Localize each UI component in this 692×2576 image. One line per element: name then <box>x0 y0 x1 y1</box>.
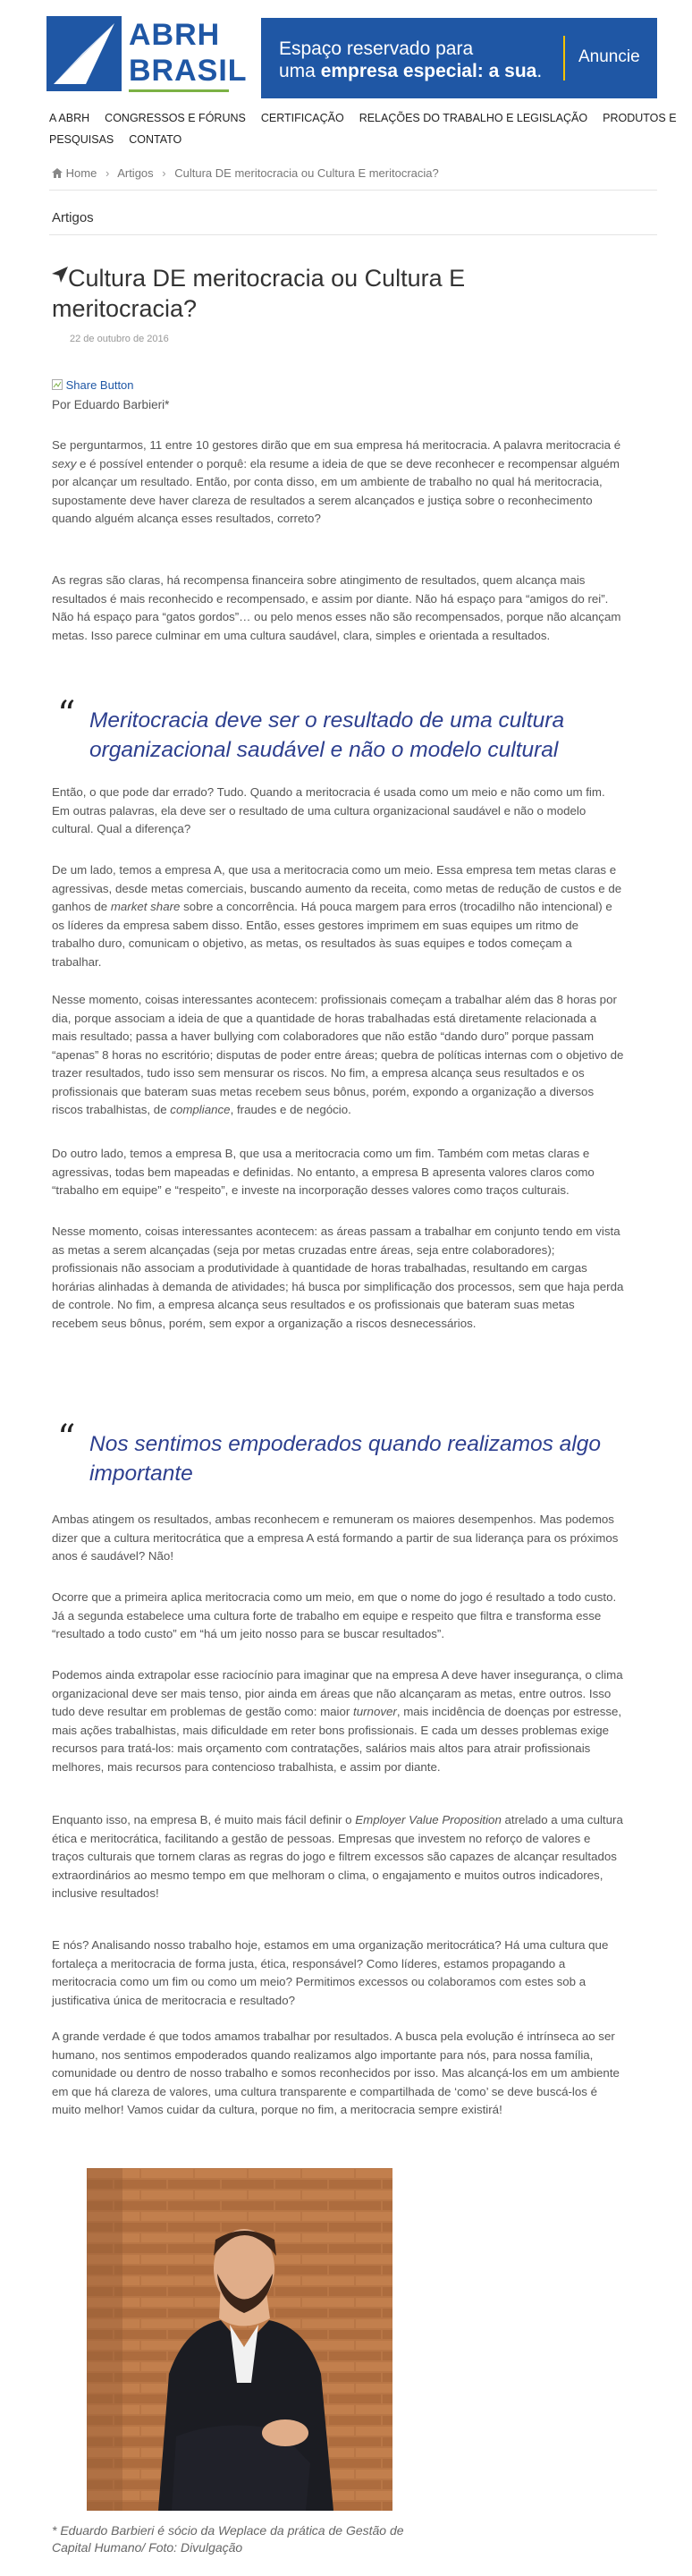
logo-mark-icon <box>46 16 122 91</box>
nav-item-certificacao[interactable]: CERTIFICAÇÃO <box>260 112 344 124</box>
p11-text-b: atrelado a uma cultura ética e meritocrática, facilitando a gestão de pessoas. Empresas que investem no reforço de valores e traços culturais que tornem claras as regras do jogo e filtrem excessos são capazes de alcançar resultados extraordinários ao mesmo tempo em que melhoram o clima, o engajamento e muitos outros indicadores, inclusive resultados! <box>52 1813 623 1900</box>
paragraph-8: Ambas atingem os resultados, ambas reconhecem e remuneram os maiores desempenhos. Mas podemos dizer que a cultura meritocrática que a empresa A está formando a partir de sua liderança para os próximos anos é saudável? Não! <box>52 1513 619 1563</box>
ad-banner[interactable] <box>261 18 657 98</box>
banner-line1: Espaço reservado para <box>279 38 474 59</box>
p1-text-a: Se perguntarmos, 11 entre 10 gestores dirão que em sua empresa há meritocracia. A palavra meritocracia é <box>52 438 621 452</box>
paragraph-6: Do outro lado, temos a empresa B, que usa a meritocracia como um fim. Também com metas claras e agressivas, todas bem mapeadas e definidas. No entanto, a empresa B apresenta valores claros como “trabalho em equipe” e “respeito”, e investe na incorporação desses valores como traços culturais. <box>52 1147 595 1197</box>
quote-icon: “ <box>57 694 76 735</box>
p1-text-b: e é possível entender o porquê: ela resume a ideia de que se deve reconhecer e recompensar alguém por alcançar um resultado. Então, por conta disso, em um ambiente de trabalho no qual há meritocracia, supostamente deve haver clareza de resultados a serem alcançados e justiça sobre o reconhecimento quando alguém alcança esses resultados, correto? <box>52 456 620 525</box>
p5-italic: compliance <box>170 1103 231 1116</box>
article-title <box>52 263 553 324</box>
paper-plane-icon <box>52 265 68 292</box>
logo-text-abrh: ABRH <box>129 18 221 52</box>
banner-line2-post: . <box>536 61 543 81</box>
paragraph-5 <box>52 991 624 1120</box>
nav-item-contato[interactable]: CONTATO <box>129 133 182 146</box>
paragraph-10 <box>52 1666 624 1776</box>
broken-image-icon <box>52 378 63 392</box>
chevron-right-icon: › <box>105 166 110 180</box>
divider <box>49 234 657 235</box>
breadcrumb <box>52 166 439 180</box>
paragraph-7: Nesse momento, coisas interessantes acontecem: as áreas passam a trabalhar em conjunto tendo em vista as metas a serem alcançadas (seja por metas cruzadas entre áreas, seja entre colaboradores); profissionais não associam a produtividade à quantidade de horas trabalhadas, resultando em cargas horárias alinhadas à demanda de atividades; há busca por simplificação dos processos, sem que haja perda de controle. No fim, a empresa alcança seus resultados e os profissionais que bateram suas metas recebem seus bônus, porém, sem expor a organização a riscos desnecessários. <box>52 1224 624 1330</box>
banner-text <box>279 38 542 82</box>
chevron-right-icon: › <box>162 166 166 180</box>
paragraph-1 <box>52 436 624 529</box>
home-icon[interactable] <box>52 166 63 180</box>
pull-quote-2-text: Nos sentimos empoderados quando realizamos algo importante <box>89 1432 601 1486</box>
p4-text-b: sobre a concorrência. Há pouca margem para erros (trocadilho não intencional) e os líderes da empresa sabem disso. Então, esses gestores imprimem em suas equipes um ritmo de trabalho duro, comunicam o objetivo, as metas, os resultados às suas equipes e todos começam a trabalhar. <box>52 900 612 969</box>
author-photo-illustration <box>87 2168 392 2511</box>
logo-text-brasil: BRASIL <box>129 54 248 88</box>
nav-item-abrh[interactable]: A ABRH <box>49 112 90 124</box>
banner-separator <box>563 36 565 80</box>
breadcrumb-current: Cultura DE meritocracia ou Cultura E meritocracia? <box>174 166 439 180</box>
divider <box>49 190 657 191</box>
nav-row-2 <box>49 133 197 146</box>
quote-icon: “ <box>57 1418 76 1459</box>
photo-caption: * Eduardo Barbieri é sócio da Weplace da prática de Gestão de Capital Humano/ Foto: Divulgação <box>52 2523 404 2555</box>
paragraph-12: E nós? Analisando nosso trabalho hoje, estamos em uma organização meritocrática? Há uma cultura que fortaleça a meritocracia de forma justa, ética, responsável? Como líderes, estamos propagando a meritocracia como um fim ou como um meio? Permitimos excessos ou colaboramos com estes sob a justificativa única de meritocracia e resultado? <box>52 1938 609 2007</box>
banner-line2-bold: empresa especial: a sua <box>320 61 537 81</box>
paragraph-11 <box>52 1811 624 1903</box>
p11-italic: Employer Value Proposition <box>355 1813 502 1826</box>
article-title-text: Cultura DE meritocracia ou Cultura E meritocracia? <box>52 265 466 322</box>
paragraph-3: Então, o que pode dar errado? Tudo. Quando a meritocracia é usada como um meio e não como um fim. Em outras palavras, ela deve ser o resultado de uma cultura organizacional saudável e não o modelo cultural. Qual a diferença? <box>52 785 605 835</box>
section-label: Artigos <box>52 210 94 225</box>
p4-italic: market share <box>110 900 181 913</box>
paragraph-2: As regras são claras, há recompensa financeira sobre atingimento de resultados, quem alcança mais resultados é mais reconhecido e recompensado, e assim por diante. Não há espaço para “amigos do rei”. Não há espaço para “gatos gordos”… ou pelo menos esses não são recompensados, porque não alcançam metas. Isso parece culminar em uma cultura saudável, clara, simples e orientada a resultados. <box>52 573 621 642</box>
nav-item-produtos[interactable]: PRODUTOS E <box>603 112 677 124</box>
author-photo <box>87 2168 392 2511</box>
article-date: 22 de outubro de 2016 <box>70 334 169 344</box>
abrh-logo[interactable] <box>46 16 248 97</box>
nav-row-1 <box>49 112 692 124</box>
paragraph-13: A grande verdade é que todos amamos trabalhar por resultados. A busca pela evolução é intrínseca ao ser humano, nos sentimos empoderados quando realizamos algo importante para nós, para nossa família, comunidade ou dentro de nosso trabalho e somos reconhecidos por isso. Mas alcançá-los em um ambiente em que há clareza de valores, uma cultura transparente e compartilhada de ‘como’ se deve buscá-los é muito melhor! Vamos cuidar da cultura, porque no fim, a meritocracia sempre existirá! <box>52 2029 620 2116</box>
site-header <box>0 0 657 100</box>
p5-text-a: Nesse momento, coisas interessantes acontecem: profissionais começam a trabalhar além das 8 horas por dia, porque associam a ideia de que a quantidade de horas trabalhadas está diretamente relacionada a mais resultado; passa a haver bullying com colaboradores que não estão “dando duro” porque passam “apenas” 8 horas no escritório; disputas de poder entre áreas; quebra de políticas internas com o objetivo de trazer resultados, tudo isso sem mensurar os riscos. No fim, a empresa alcança seus resultados e os profissionais que bateram suas metas recebem seus bônus, porém, expondo a organização a diversos riscos trabalhistas, de <box>52 993 624 1116</box>
pull-quote-1-text: Meritocracia deve ser o resultado de uma cultura organizacional saudável e não o modelo cultural <box>89 708 565 762</box>
banner-line2 <box>279 60 542 82</box>
pull-quote-2 <box>52 1418 606 1492</box>
nav-item-congressos[interactable]: CONGRESSOS E FÓRUNS <box>105 112 246 124</box>
p10-text-b: , mais incidência de doenças por estresse, mais ações trabalhistas, mais dificuldade em reter bons profissionais. E cada um desses problemas exige recursos para tratá-los: mais orçamento com contratações, salários mais altos para atrair profissionais melhores, mais recursos para contencioso trabalhista, e assim por diante. <box>52 1705 622 1774</box>
logo-underline <box>129 89 229 92</box>
pull-quote-1 <box>52 694 606 768</box>
banner-line2-pre: uma <box>279 61 321 81</box>
banner-cta[interactable]: Anuncie <box>578 47 640 66</box>
p10-italic: turnover <box>353 1705 397 1718</box>
p5-text-b: , fraudes e de negócio. <box>230 1103 351 1116</box>
nav-item-pesquisas[interactable]: PESQUISAS <box>49 133 114 146</box>
nav-item-relacoes[interactable]: RELAÇÕES DO TRABALHO E LEGISLAÇÃO <box>359 112 588 124</box>
paragraph-9: Ocorre que a primeira aplica meritocracia como um meio, em que o nome do jogo é resultado a todo custo. Já a segunda estabelece uma cultura forte de trabalho em equipe e respeito que filtra e transforma esse “resultado a todo custo” em “há um jeito nosso para se buscar resultados”. <box>52 1590 617 1640</box>
share-button-label: Share Button <box>65 378 134 392</box>
p10-text-a: Podemos ainda extrapolar esse raciocínio para imaginar que na empresa A deve haver insegurança, o clima organizacional deve ser mais tenso, pior ainda em áreas que não alcançaram as metas, entre outros. Isso tudo deve resultar em problemas de gestão como: maior <box>52 1668 623 1718</box>
breadcrumb-home[interactable]: Home <box>65 166 97 180</box>
p11-text-a: Enquanto isso, na empresa B, é muito mais fácil definir o <box>52 1813 356 1826</box>
p1-italic: sexy <box>52 456 77 470</box>
p4-text-a: De um lado, temos a empresa A, que usa a meritocracia como um meio. Essa empresa tem metas claras e agressivas, desde metas comerciais, buscando aumento da receita, como metas de redução de custos e de ganhos de <box>52 863 622 913</box>
byline: Por Eduardo Barbieri* <box>52 398 170 411</box>
paragraph-4 <box>52 861 624 971</box>
breadcrumb-section[interactable]: Artigos <box>117 166 154 180</box>
share-button[interactable] <box>52 378 134 392</box>
